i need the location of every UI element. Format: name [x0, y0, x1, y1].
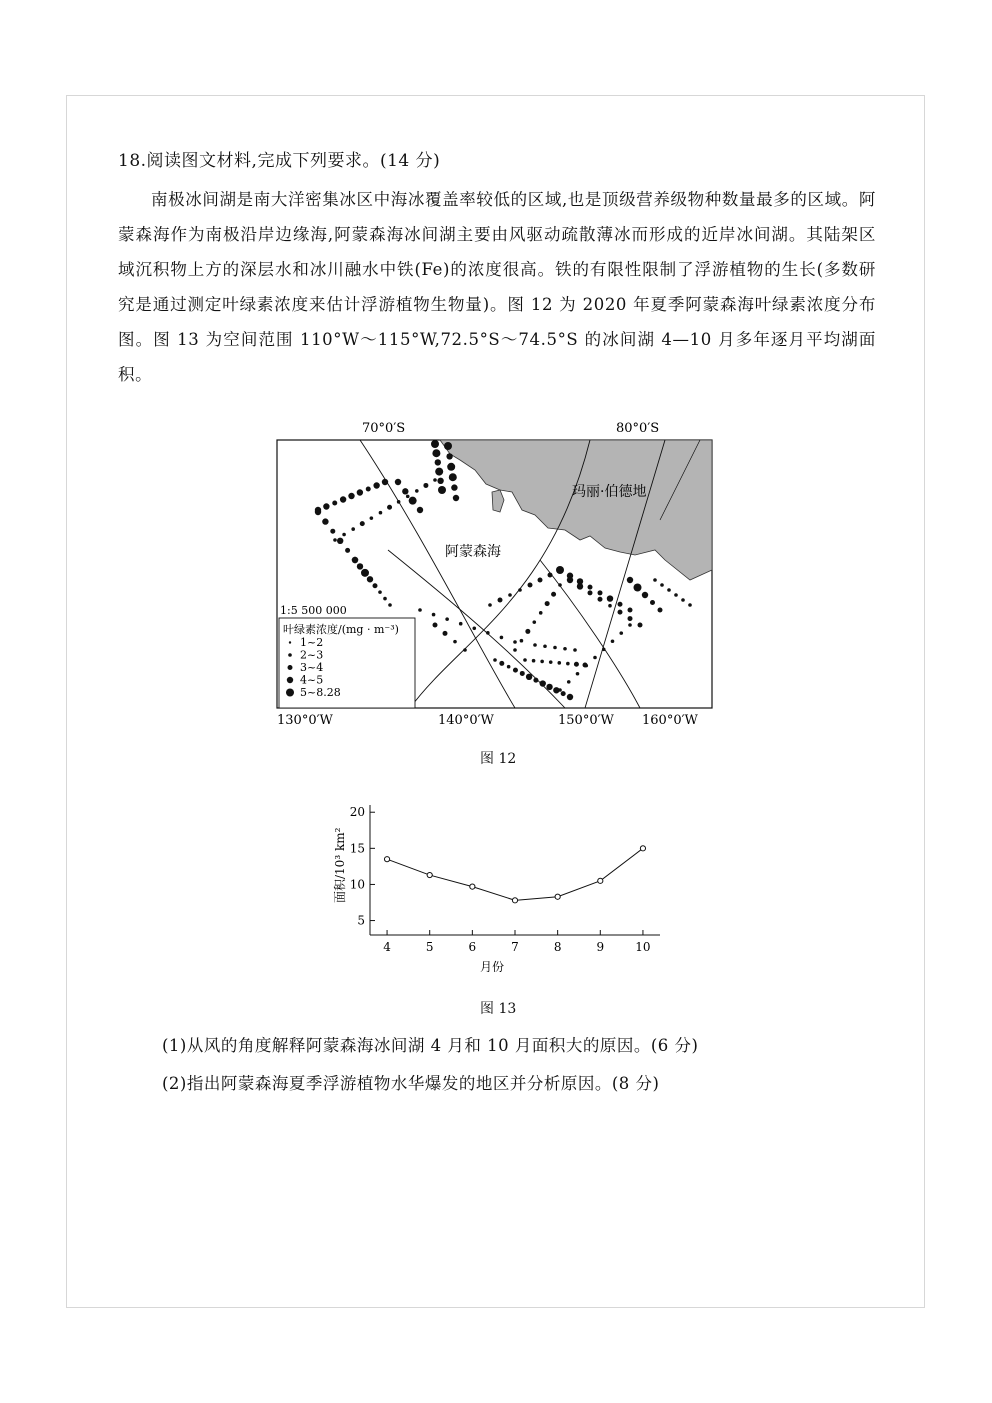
sample-dot [402, 488, 408, 494]
sample-dot [315, 509, 321, 515]
sample-dot [567, 577, 573, 583]
lon-label-150: 150°0′W [558, 713, 614, 728]
sample-dot [583, 663, 588, 668]
sample-dot [628, 608, 633, 613]
sample-dot [373, 482, 379, 488]
legend-item-label: 5~8.28 [300, 686, 341, 699]
sample-dot [598, 597, 603, 602]
sample-dot [330, 529, 335, 534]
sample-dot [674, 593, 678, 597]
sample-dot [357, 563, 363, 569]
sample-dot [513, 648, 517, 652]
sample-dot [566, 662, 570, 666]
sea-label: 阿蒙森海 [445, 544, 501, 560]
sample-dot [433, 478, 437, 482]
sample-dot [540, 660, 544, 664]
legend-dot [288, 665, 293, 670]
data-point [470, 884, 475, 889]
sample-dot [345, 548, 350, 553]
sample-dot [561, 691, 566, 696]
sample-dot [357, 489, 363, 495]
sample-dot [523, 658, 527, 662]
legend-title: 叶绿素浓度/(mg · m⁻³) [283, 623, 399, 636]
sample-dot [383, 597, 387, 601]
sample-dot [451, 484, 457, 490]
sample-dot [608, 604, 612, 608]
sample-dot [525, 629, 530, 634]
x-tick-label: 6 [468, 940, 477, 954]
x-tick-label: 8 [553, 940, 562, 954]
question-title: 18.阅读图文材料,完成下列要求。(14 分) [118, 151, 441, 171]
sample-dot [445, 617, 449, 621]
sample-dot [520, 671, 525, 676]
sample-dot [553, 646, 557, 650]
sample-dot [409, 497, 417, 505]
sample-dot [602, 648, 606, 652]
sub-question-2: (2)指出阿蒙森海夏季浮游植物水华爆发的地区并分析原因。(8 分) [162, 1074, 660, 1093]
y-tick-label: 10 [349, 877, 365, 892]
sample-dot [532, 659, 536, 663]
sample-dot [618, 610, 623, 615]
x-tick-label: 9 [596, 940, 605, 954]
sample-dot [577, 583, 583, 589]
land-label: 玛丽·伯德地 [572, 484, 647, 500]
sample-dot [493, 658, 497, 662]
sample-dot [518, 588, 522, 592]
data-point [427, 872, 432, 877]
data-point [640, 846, 645, 851]
sample-dot [598, 590, 603, 595]
sample-dot [576, 672, 580, 676]
sample-dot [415, 489, 419, 493]
sample-dot [667, 588, 671, 592]
sample-dot [373, 583, 378, 588]
figure12-map [260, 410, 720, 730]
sample-dot [395, 479, 401, 485]
sample-dot [627, 577, 633, 583]
lat-label-70: 70°0′S [362, 421, 406, 436]
sample-dot [532, 620, 536, 624]
sample-dot [563, 647, 567, 651]
sample-dot [432, 613, 436, 617]
y-ticks [350, 805, 375, 927]
legend-dot [288, 653, 292, 657]
legend-item-label: 2~3 [300, 648, 324, 662]
sample-dot [348, 493, 354, 499]
sample-dot [446, 453, 452, 459]
sample-dot [332, 501, 337, 506]
figure12-caption: 图 12 [480, 751, 517, 767]
sample-dot [588, 590, 593, 595]
sample-dot [543, 644, 547, 648]
legend-dot [286, 689, 294, 697]
x-tick-label: 10 [635, 940, 651, 954]
sample-dot [323, 503, 329, 509]
sample-dot [638, 623, 643, 628]
sample-dot [340, 496, 346, 502]
sample-dot [453, 495, 459, 501]
sample-dot [432, 449, 440, 457]
sample-dot [488, 603, 492, 607]
x-ticks [383, 930, 650, 954]
sample-dot [513, 668, 518, 673]
lat-label-80: 80°0′S [616, 421, 660, 436]
figure13-caption: 图 13 [480, 1001, 517, 1017]
sample-dot [472, 626, 476, 630]
question-paragraph: 南极冰间湖是南大洋密集冰区中海冰覆盖率较低的区域,也是顶级营养级物种数量最多的区域。阿蒙森海作为南极沿岸边缘海,阿蒙森海冰间湖主要由风驱动疏散薄冰而形成的近岸冰间湖。其陆架区域沉积物上方的深层水和冰川融水中铁(Fe)的浓度很高。铁的有限性限制了浮游植物的生长(多数研究是通过测定叶绿素浓度来估计浮游植物生物量)。图 12 为 2020 年夏季阿蒙森海叶绿素浓度分布图。图 13 为空间范围 110°W～115°W,72.5°S～74.5°S 的冰间湖 4—10 月多年逐月平均湖面积。 [118, 190, 876, 384]
sample-dot [567, 680, 571, 684]
legend-item-label: 3~4 [300, 661, 324, 674]
y-axis-label: 面积/10³ km² [333, 827, 347, 903]
sample-dot [574, 662, 579, 667]
x-tick-label: 4 [383, 940, 391, 954]
x-tick-label: 7 [511, 940, 519, 954]
sample-dot [528, 583, 533, 588]
sample-dot [449, 473, 457, 481]
sample-dot [322, 518, 328, 524]
lon-label-130: 130°0′W [277, 713, 333, 728]
sample-dot [435, 468, 443, 476]
sample-dot [333, 538, 337, 542]
sample-dot [367, 576, 373, 582]
sample-dot [397, 500, 401, 504]
sample-dot [418, 608, 422, 612]
sample-dot [593, 656, 597, 660]
data-point [512, 898, 517, 903]
sample-dot [351, 527, 355, 531]
sample-dot [658, 608, 663, 613]
sample-dot [558, 688, 562, 692]
sample-dot [642, 592, 648, 598]
sample-dot [406, 495, 410, 499]
lon-label-160: 160°0′W [642, 713, 698, 728]
sample-dot [431, 440, 439, 448]
legend-item-label: 4~5 [300, 673, 324, 687]
sample-dot [588, 585, 593, 590]
sample-dot [607, 595, 613, 601]
sample-dot [370, 516, 374, 520]
sample-dot [653, 578, 657, 582]
sample-dot [360, 521, 365, 526]
y-tick-label: 15 [349, 841, 365, 856]
sample-dot [499, 661, 504, 666]
sample-dot [538, 578, 543, 583]
sample-dot [352, 557, 358, 563]
sample-dot [498, 598, 503, 603]
sample-dot [443, 631, 448, 636]
sample-dot [628, 623, 632, 627]
figure13-chart [320, 795, 680, 985]
sample-dot [500, 636, 504, 640]
sample-dot [558, 583, 562, 587]
legend-item-label: 1~2 [300, 636, 324, 649]
sample-dot [549, 660, 553, 664]
sample-dot [520, 639, 524, 643]
y-tick-label: 5 [357, 913, 365, 928]
legend-dot [289, 641, 291, 643]
sample-dot [342, 533, 346, 537]
sample-dot [650, 600, 655, 605]
sample-dot [540, 680, 546, 686]
sample-dot [681, 598, 685, 602]
sample-dot [366, 487, 371, 492]
sample-dot [433, 623, 438, 628]
sample-dot [437, 478, 443, 484]
sample-dot [557, 661, 561, 665]
sample-dot [556, 566, 564, 574]
sample-dot [387, 505, 392, 510]
sample-dot [379, 511, 383, 515]
sample-dot [628, 616, 633, 621]
y-tick-label: 20 [349, 805, 365, 820]
data-point [555, 894, 560, 899]
sample-dot [508, 593, 512, 597]
sample-dot [539, 611, 543, 615]
sample-dot [378, 590, 382, 594]
sample-dot [417, 507, 423, 513]
sample-dot [545, 601, 550, 606]
sample-dot [688, 603, 692, 607]
data-point [384, 857, 389, 862]
sample-dot [567, 694, 573, 700]
x-tick-label: 5 [425, 940, 434, 954]
sample-dot [453, 640, 457, 644]
sample-dot [435, 459, 441, 465]
sample-dot [486, 631, 490, 635]
x-axis-label: 月份 [480, 960, 505, 974]
data-point [598, 878, 603, 883]
legend-dot [287, 677, 293, 683]
sample-dot [551, 592, 556, 597]
sample-dot [533, 678, 538, 683]
sample-dot [463, 648, 467, 652]
sample-dot [337, 538, 343, 544]
sample-dot [619, 631, 623, 635]
sample-dot [533, 643, 537, 647]
sample-dot [382, 479, 388, 485]
sample-dot [459, 622, 463, 626]
sample-dot [423, 483, 428, 488]
map-scale: 1:5 500 000 [280, 604, 347, 617]
sample-dot [573, 648, 577, 652]
sub-question-1: (1)从风的角度解释阿蒙森海冰间湖 4 月和 10 月面积大的原因。(6 分) [162, 1036, 699, 1055]
sample-dot [526, 674, 532, 680]
sample-dot [634, 584, 642, 592]
sample-dot [438, 486, 446, 494]
series-line [387, 848, 643, 900]
sample-dot [660, 583, 664, 587]
sample-dot [548, 573, 553, 578]
sample-dot [618, 602, 623, 607]
sample-dot [447, 463, 455, 471]
sample-dot [611, 639, 615, 643]
sample-dot [388, 603, 392, 607]
sample-dot [513, 640, 517, 644]
series-points [384, 846, 645, 903]
lon-label-140: 140°0′W [438, 713, 494, 728]
sample-dot [546, 684, 552, 690]
sample-dot [361, 569, 369, 577]
sample-dot [507, 665, 511, 669]
sample-dot [444, 442, 452, 450]
